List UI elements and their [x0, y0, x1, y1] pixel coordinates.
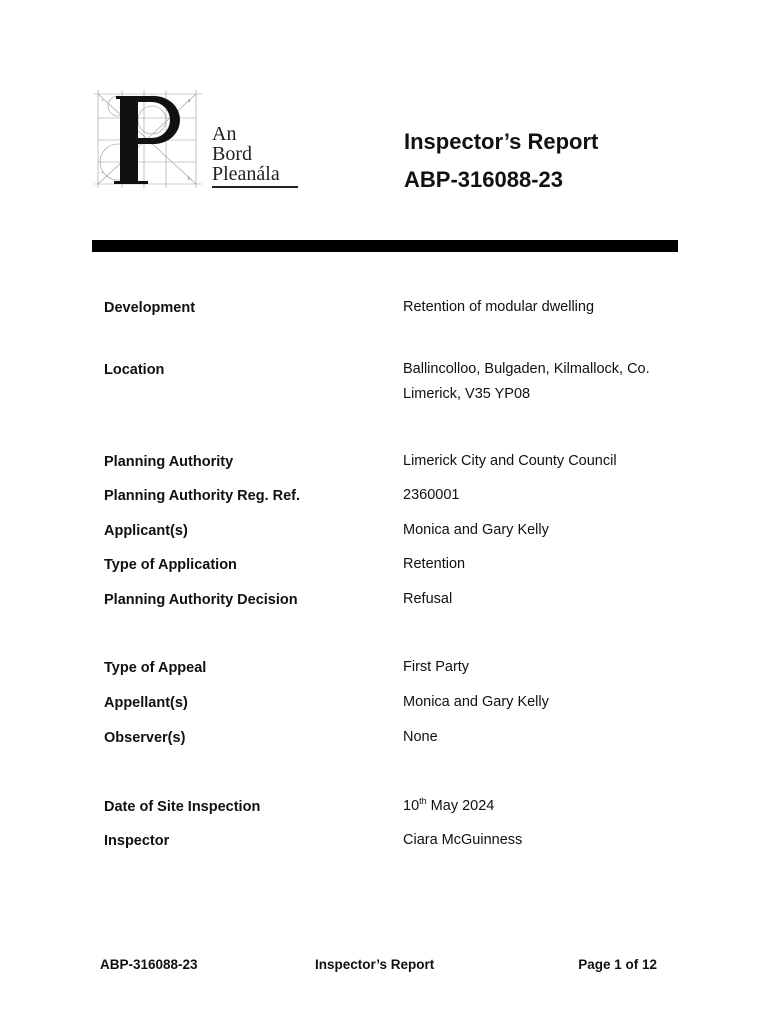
inspector-label: Inspector [104, 833, 170, 849]
inspection-date-ordinal: th [419, 796, 427, 807]
logo-p-mark-icon [92, 88, 204, 190]
header-divider [92, 240, 678, 252]
svg-text:+: + [101, 171, 104, 176]
logo-underline [212, 186, 298, 188]
logo-wordmark [212, 124, 280, 184]
development-label: Development [104, 300, 196, 316]
development-value: Retention of modular dwelling [403, 299, 595, 315]
applicants-label: Applicant(s) [104, 523, 188, 539]
decision-label: Planning Authority Decision [104, 592, 298, 608]
inspection-date-rest: May 2024 [426, 798, 495, 814]
inspection-date-day: 10 [403, 798, 420, 814]
report-title: Inspector’s Report [404, 129, 599, 154]
location-value-line1: Ballincolloo, Bulgaden, Kilmallock, Co. [403, 361, 650, 377]
inspection-date-value [403, 794, 494, 819]
footer-title: Inspector’s Report [315, 957, 435, 972]
observers-value: None [403, 729, 438, 745]
footer-page-number: Page 1 of 12 [578, 957, 657, 972]
location-value-line2: Limerick, V35 YP08 [403, 386, 531, 402]
appellants-value: Monica and Gary Kelly [403, 694, 549, 710]
location-label: Location [104, 362, 165, 378]
svg-text:b: b [188, 177, 191, 182]
planning-authority-value: Limerick City and County Council [403, 453, 617, 469]
svg-text:+: + [101, 99, 104, 104]
logo-word-pleanala: Pleanála [212, 163, 280, 185]
logo-word-an: An [212, 123, 237, 145]
reg-ref-label: Planning Authority Reg. Ref. [104, 488, 301, 504]
appeal-type-value: First Party [403, 659, 470, 675]
application-type-value: Retention [403, 556, 466, 572]
svg-text:a: a [188, 99, 191, 104]
appeal-type-label: Type of Appeal [104, 660, 207, 676]
logo-word-bord: Bord [212, 143, 252, 165]
inspection-date-label: Date of Site Inspection [104, 799, 261, 815]
appellants-label: Appellant(s) [104, 695, 188, 711]
report-reference: ABP-316088-23 [404, 167, 563, 192]
inspector-value: Ciara McGuinness [403, 832, 523, 848]
applicants-value: Monica and Gary Kelly [403, 522, 549, 538]
planning-authority-label: Planning Authority [104, 454, 234, 470]
application-type-label: Type of Application [104, 557, 237, 573]
an-bord-pleanala-logo [92, 88, 302, 192]
decision-value: Refusal [403, 591, 453, 607]
reg-ref-value: 2360001 [403, 487, 460, 503]
footer-reference: ABP-316088-23 [100, 957, 198, 972]
observers-label: Observer(s) [104, 730, 186, 746]
